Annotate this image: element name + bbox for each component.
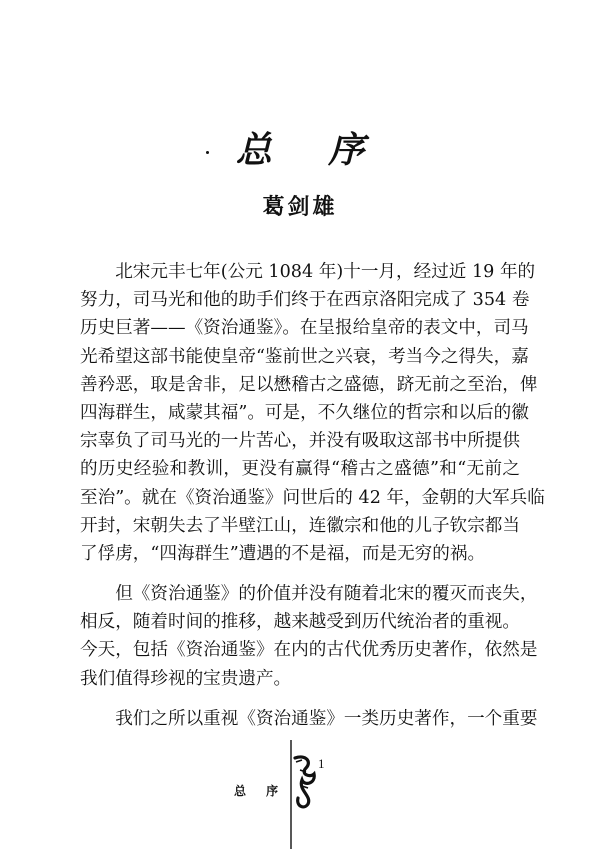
page-number: 1 <box>318 756 325 771</box>
text-line: 我们之所以重视《资治通鉴》一类历史著作，一个重要 <box>80 708 538 729</box>
text-line: 历史巨著——《资治通鉴》。在呈报给皇帝的表文中，司马 <box>80 318 529 339</box>
footer-section-label: 总 序 <box>234 784 287 798</box>
text-line: 但《资治通鉴》的价值并没有随着北宋的覆灭而丧失， <box>80 584 538 605</box>
text-line: 了俘虏，“四海群生”遭遇的不是福，而是无穷的祸。 <box>80 543 486 564</box>
page-title: 总 序 <box>235 129 387 171</box>
text-line: 宗辜负了司马光的一片苦心，并没有吸取这部书中所提供 <box>80 431 520 452</box>
page-footer <box>0 740 600 849</box>
text-line: 善矜恶，取是舍非，足以懋稽古之盛德，跻无前之至治，俾 <box>80 374 538 395</box>
text-line: 我们值得珍视的宝贵遗产。 <box>80 668 292 689</box>
text-line: 今天，包括《资治通鉴》在内的古代优秀历史著作，依然是 <box>80 640 538 661</box>
text-line: 开封，宋朝失去了半壁江山，连徽宗和他的儿子钦宗都当 <box>80 515 520 536</box>
author-name: 葛剑雄 <box>262 194 338 220</box>
text-line: 北宋元丰七年(公元 1084 年)十一月，经过近 19 年的 <box>80 262 536 282</box>
body-text <box>80 258 545 733</box>
paragraph-2 <box>80 580 538 693</box>
dragon-ornament-icon <box>286 740 320 849</box>
text-line: 光希望这部书能使皇帝“鉴前世之兴衰，考当今之得失，嘉 <box>80 346 529 367</box>
text-line: 的历史经验和教训，更没有赢得“稽古之盛德”和“无前之 <box>80 459 520 480</box>
text-line: 努力，司马光和他的助手们终于在西京洛阳完成了 354 卷 <box>80 290 530 311</box>
paragraph-3 <box>80 705 538 733</box>
paragraph-1 <box>80 258 545 568</box>
decorative-dot <box>206 151 209 154</box>
text-line: 至治”。就在《资治通鉴》问世后的 42 年，金朝的大军兵临 <box>80 487 545 508</box>
text-line: 相反，随着时间的推移，越来越受到历代统治者的重视。 <box>80 612 520 633</box>
text-line: 四海群生，咸蒙其福”。可是，不久继位的哲宗和以后的徽 <box>80 402 529 423</box>
